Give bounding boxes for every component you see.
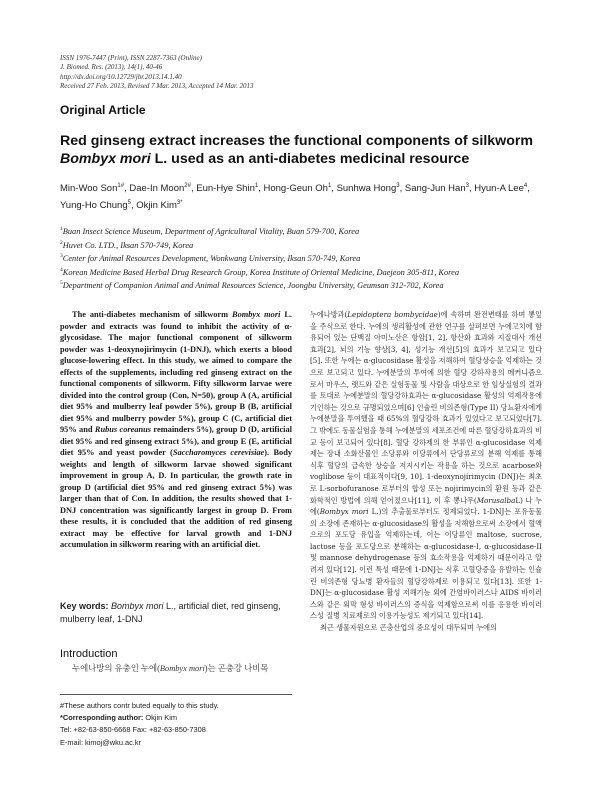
author: Min-Woo Son$^{1\#}$, xyxy=(60,183,130,195)
abstract: The anti-diabetes mechanism of silkworm Bombyx mori L. powder and extracts was found to inhibit the activity of α-glycosidase. The major functional component of silkworm powder was 1-deoxynojirimycin (1-DNJ), which exerts a blood glucose-lowering effect. In this study, we aimed to compare the effects of the supplements, including red ginseng extract on the functional components of silkworm. Fifty silkworm larvae were divided into the control group (Con, N=50), group A (A, artificial diet 95% and mulberry leaf powder 5%), group B (B, artificial diet 95% and mulberry powder 5%), group C (C, artificial diet 95% and Rubus coreanus remainders 5%), group D (D, artificial diet 95% and red ginseng extract 5%), and group E (E, artificial diet 95% and yeast powder (Saccharomyces cerevisiae). Body weights and length of silkworm larvae showed significant improvement in group A, D. In particular, the growth rate in group D (artificial diet 95% and red ginseng extract 5%) was larger than that of Con. In addition, the results showed that 1-DNJ concentration was significantly largest in group D. From these results, it is concluded that the addition of red ginseng extract may be effective for larval growth and 1-DNJ accumulation in silkworm rearing with an artificial diet. xyxy=(60,310,293,549)
received-dates: Received 27 Feb. 2013, Revised 7 Mar. 2013, Accepted 14 Mar. 2013 xyxy=(60,82,254,91)
equal-contribution-note: #These authors contr buted equally to this study. xyxy=(60,701,219,710)
doi-link[interactable]: http://dx.doi.org/10.12729/jbr.2013.14.1.40 xyxy=(60,72,182,81)
author: Sunhwa Hong$^3$, xyxy=(336,183,405,195)
author: Sang-Jun Han$^3$, xyxy=(404,183,475,195)
intro-heading: Introduction xyxy=(60,648,118,660)
affiliation: $^3$Center for Animal Resources Development, Wonkwang University, Iksan 570-749, Korea xyxy=(60,253,361,263)
author: Hyun-A Lee$^4$, xyxy=(474,183,530,195)
affiliation: $^2$Huvet Co. LTD., Iksan 570-749, Korea xyxy=(60,239,194,250)
contact-phone: Tel: +82-63-850-6668 Fax: +82-63-850-7308 xyxy=(60,725,206,735)
article-type: Original Article xyxy=(60,103,146,117)
affiliation-list xyxy=(60,224,545,292)
author: Yung-Ho Chung$^5$, xyxy=(60,200,137,212)
keywords: Key words: Bombyx mori L., artificial diet, red ginseng, mulberry leaf, 1-DNJ xyxy=(60,601,281,624)
affiliation: $^5$Department of Companion Animal and Animal Resources Science, Joongbu University, Geumsan 312-702, Korea xyxy=(60,280,444,291)
author: Okjin Kim$^{3*}$ xyxy=(136,200,183,212)
keywords-label: Key words: xyxy=(60,601,109,611)
journal-header xyxy=(60,54,540,92)
author-list xyxy=(60,179,545,213)
affiliation: $^1$Buan Insect Science Museum, Department of Agricultural Vitality, Buan 579-700, Korea xyxy=(60,226,360,236)
body-paragraph: 최근 생물자원으로 곤충산업의 중요성이 대두되며 누에의 xyxy=(320,623,497,633)
body-paragraph: 누에나방과(Lepidoptera bombycidae)에 속하며 완전변태를 하며 뽕잎을 주식으로 한다. 누에의 생리활성에 관한 연구를 살펴보면 누에고치에 함유되어 있는 단백질 아미노산은 항암[1, 2], 항산화 효과와 지질대사 개선 효과[2], 뇌의 기능 향상[3, 4], 성기능 개선[5]의 효과가 보고되고 있다[5]. 또한 누에는 α-glucosidase 활성을 저해하여 혈당상승을 억제하는 것으로 보고되고 있다. 누에분말의 투여에 의한 혈당 강하작용의 메커니즘으로서 마우스, 랫드와 같은 실험동물 및 사람을 대상으로 한 임상실험의 결과를 토대로 누에분말의 혈당강하효과는 α-glucosidase 활성의 억제작용에 기인하는 것으로 규명되었으며[6] 인슐린 비의존형(Type II) 당뇨환자에게 누에분말을 투여했을 때 65%의 혈당강하 효과가 있었다고 보고되었다[7]. 그 밖에도 동물실험을 통해 누에분말의 세포조건에 따른 혈당강하효과의 비교 등이 보고되어 있다[8]. 혈당 강하제의 한 부류인 α-glucosidase 억제제는 장내 소화산물인 소당류와 이당류에서 단당류로의 분해 억제를 통해 식후 혈당의 급속한 상승을 저지시키는 작용을 하는 것으로 acarbose와 voglibose 등이 대표적이다[9, 10]. 1-deoxynojirimycin (DNJ)는 최초로 L-sorbofuranose 로부터의 합성 또는 nojirimycin의 환원 등과 같은 화학적인 방법에 의해 얻어졌으나[11], 이 후 뽕나무(MorusalbaL) 나 누에(Bombyx mori L.)의 추출물로부터도 정제되었다. 1-DNJ는 포유동물의 소장에 존재하는 α-glucosidase의 활성을 저해함으로써 소장에서 혈액으로의 포도당 유입을 억제하는데, 이는 이당류인 maltose, sucrose, lactose 등을 포도당으로 분해하는 α-glucosidase-I, α-glucosidase-II 및 mannose dehydrogenase 등의 효소작용을 억제하기 때문이라고 알려져 있다[12]. 이런 특성 때문에 1-DNJ는 식후 고혈당증을 유발하는 인슐린 비의존형 당뇨병 환자들의 혈당강하제로 이용되고 있다[13]. 또한 1-DNJ는 α-glucosidase 활성 저해기능 외에 간염바이러스나 AIDS 바이러스와 같은 외막 형성 바이러스의 증식을 억제함으로써 이를 응용한 바이러스성 질병 치료제로의 이용가능성도 제기되고 있다[14]. xyxy=(310,310,542,621)
title-line-2: L. used as an anti-diabetes medicinal resource xyxy=(150,151,470,167)
author: Dae-In Moon$^{2\#}$, xyxy=(129,183,197,195)
footnotes xyxy=(60,700,292,749)
footnote-divider xyxy=(60,694,292,695)
affiliation: $^4$Korean Medicine Based Herbal Drug Research Group, Korea Institute of Oriental Medicine, Daejeon 305-811, Korea xyxy=(60,266,460,277)
contact-email[interactable]: E-mail: kimoj@wku.ac.kr xyxy=(60,737,142,747)
corresponding-author: *Corresponding author: Okjin Kim xyxy=(60,713,178,723)
author: Eun-Hye Shin$^1$, xyxy=(196,183,264,195)
intro-text: 누에나방의 유충인 누에(Bombyx mori)는 곤충강 나비목 xyxy=(72,664,269,673)
journal-citation: J. Biomed. Res. (2013), 14(1), 40-46 xyxy=(60,63,163,72)
title-line-1: Red ginseng extract increases the functional components of silkworm xyxy=(60,133,534,149)
issn-line: ISSN 1976-7447 (Print), ISSN 2287-7363 (Online) xyxy=(60,54,202,62)
body-text-column xyxy=(310,309,542,634)
title-species: Bombyx mori xyxy=(60,151,151,167)
author: Hong-Geun Oh$^1$, xyxy=(263,183,337,195)
article-title xyxy=(60,132,550,168)
